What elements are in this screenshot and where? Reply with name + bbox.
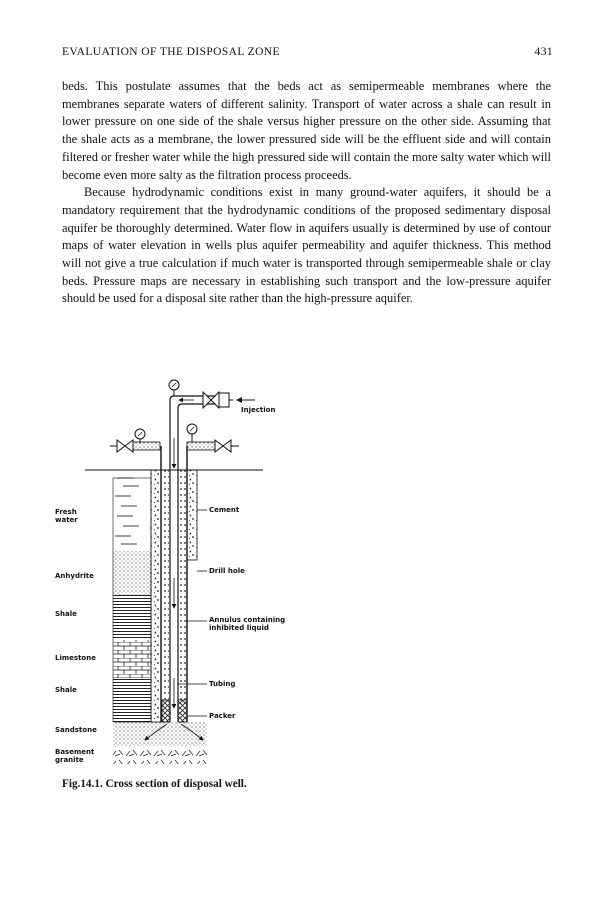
sandstone-layer <box>113 722 207 746</box>
running-header <box>62 46 553 62</box>
disposal-well-figure <box>55 378 295 766</box>
basement-granite-layer <box>113 746 207 764</box>
label-basement-1: Basement <box>55 748 95 756</box>
casing-valve-right-icon <box>215 440 231 452</box>
figure-caption: Fig.14.1. Cross section of disposal well. <box>62 778 247 790</box>
anhydrite-layer <box>113 551 151 595</box>
label-fresh-water-1: Fresh <box>55 508 77 516</box>
cement-right <box>187 470 197 560</box>
label-sandstone: Sandstone <box>55 726 97 734</box>
body-text <box>62 78 551 308</box>
lower-shale-layer <box>113 678 151 722</box>
paragraph: beds. This postulate assumes that the beds act as semipermeable membranes where the membranes separate waters of different salinity. Transport of water across a shale can result in lower pressure on one side of the shale versus higher pressure on the other side. Assuming that the shale acts as a membrane, the lower pressured side will be the effluent side and will contain filtered or fresher water while the high pressured side will contain the more salty water which will become even more salty as the filtration process proceeds. <box>62 79 551 182</box>
casing-valve-left-icon <box>117 440 133 452</box>
label-drill-hole: Drill hole <box>209 567 245 575</box>
label-tubing: Tubing <box>209 680 236 688</box>
packer-right <box>178 700 187 722</box>
page-number: 431 <box>534 46 553 58</box>
limestone-layer <box>113 640 151 678</box>
label-annulus-1: Annulus containing <box>209 616 286 624</box>
annulus-right <box>179 470 186 700</box>
cement-left <box>151 470 161 722</box>
label-shale-lower: Shale <box>55 686 77 694</box>
packer-left <box>162 700 170 722</box>
label-anhydrite: Anhydrite <box>55 572 94 580</box>
label-fresh-water-2: water <box>55 516 78 524</box>
label-injection: Injection <box>241 406 276 414</box>
annulus-left <box>162 470 169 700</box>
label-limestone: Limestone <box>55 654 96 662</box>
label-shale-upper: Shale <box>55 610 77 618</box>
label-annulus-2: inhibited liquid <box>209 624 269 632</box>
label-cement: Cement <box>209 506 240 514</box>
paragraph: Because hydrodynamic conditions exist in many ground-water aquifers, it should be a mandatory requirement that the hydrodynamic conditions of the proposed sedimentary disposal aquifer be thoroughly determined. Water flow in aquifers usually is determined by use of contour maps of water elevation in wells plus aquifer permeability and aquifer thickness. This method will not give a true calculation if much water is transported through semipermeable shale or clay beds. Pressure maps are necessary in establishing such transport and the low-pressure aquifer should be used for a disposal site rather than the high-pressure aquifer. <box>62 185 551 306</box>
running-title: EVALUATION OF THE DISPOSAL ZONE <box>62 46 280 58</box>
injection-valve-icon <box>203 392 219 408</box>
upper-shale-layer <box>113 595 151 640</box>
label-packer: Packer <box>209 712 236 720</box>
label-basement-2: granite <box>55 756 84 764</box>
